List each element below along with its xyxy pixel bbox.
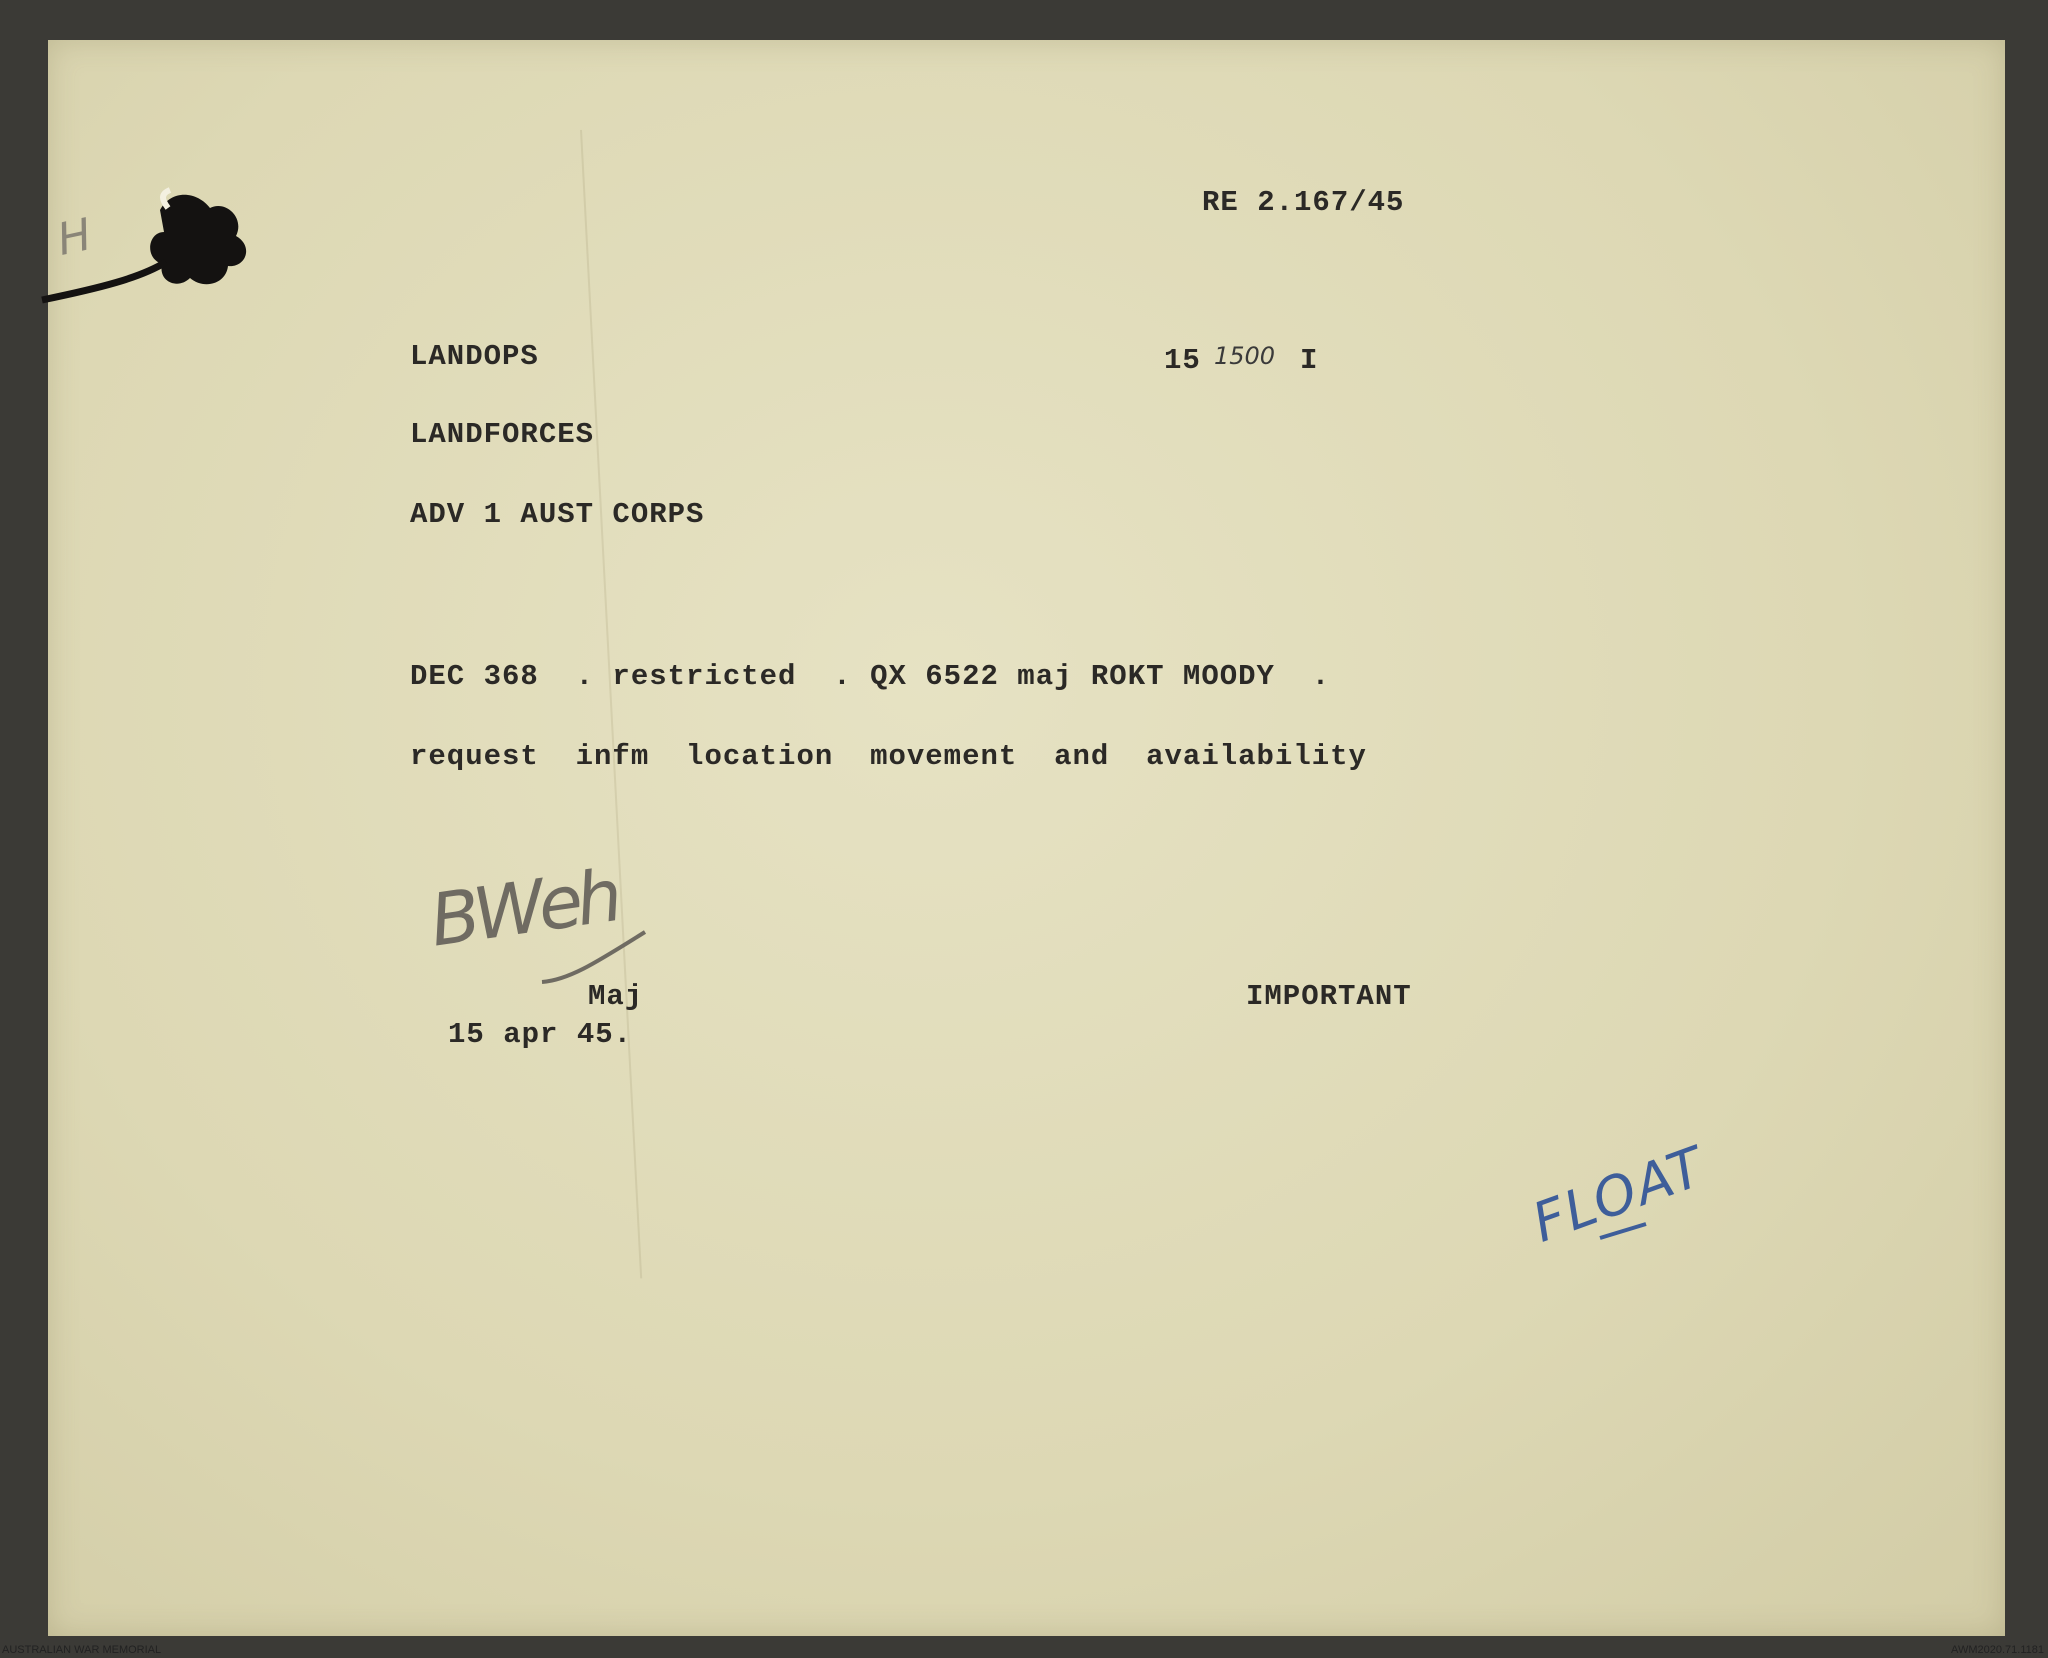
float-underline: [1596, 1214, 1656, 1244]
signature-date: 15 apr 45.: [448, 1018, 633, 1051]
addressee-landforces: LANDFORCES: [410, 418, 595, 451]
footer-accession-number: AWM2020.71.1181: [1951, 1644, 2044, 1656]
signatory-rank: Maj: [588, 980, 644, 1013]
time-group-handwritten-time: 1500: [1214, 342, 1276, 370]
addressee-adv-1-aust-corps: ADV 1 AUST CORPS: [410, 498, 705, 531]
addressee-landops: LANDOPS: [410, 340, 539, 373]
signature-initials: BWeh: [425, 853, 622, 963]
reference-number: RE 2.167/45: [1202, 186, 1405, 219]
priority-label: IMPORTANT: [1246, 980, 1412, 1013]
message-line-1: DEC 368 . restricted . QX 6522 maj ROKT MOODY .: [410, 660, 1331, 693]
paper-sheet: [48, 40, 2005, 1636]
time-group-day: 15: [1164, 344, 1201, 377]
message-line-2: request infm location movement and availability: [410, 740, 1367, 773]
margin-pencil-note: H: [52, 209, 96, 266]
time-group-zone: I: [1300, 344, 1319, 377]
footer-archive-name: AUSTRALIAN WAR MEMORIAL: [2, 1644, 162, 1656]
float-annotation: FLOAT: [1524, 1134, 1714, 1255]
